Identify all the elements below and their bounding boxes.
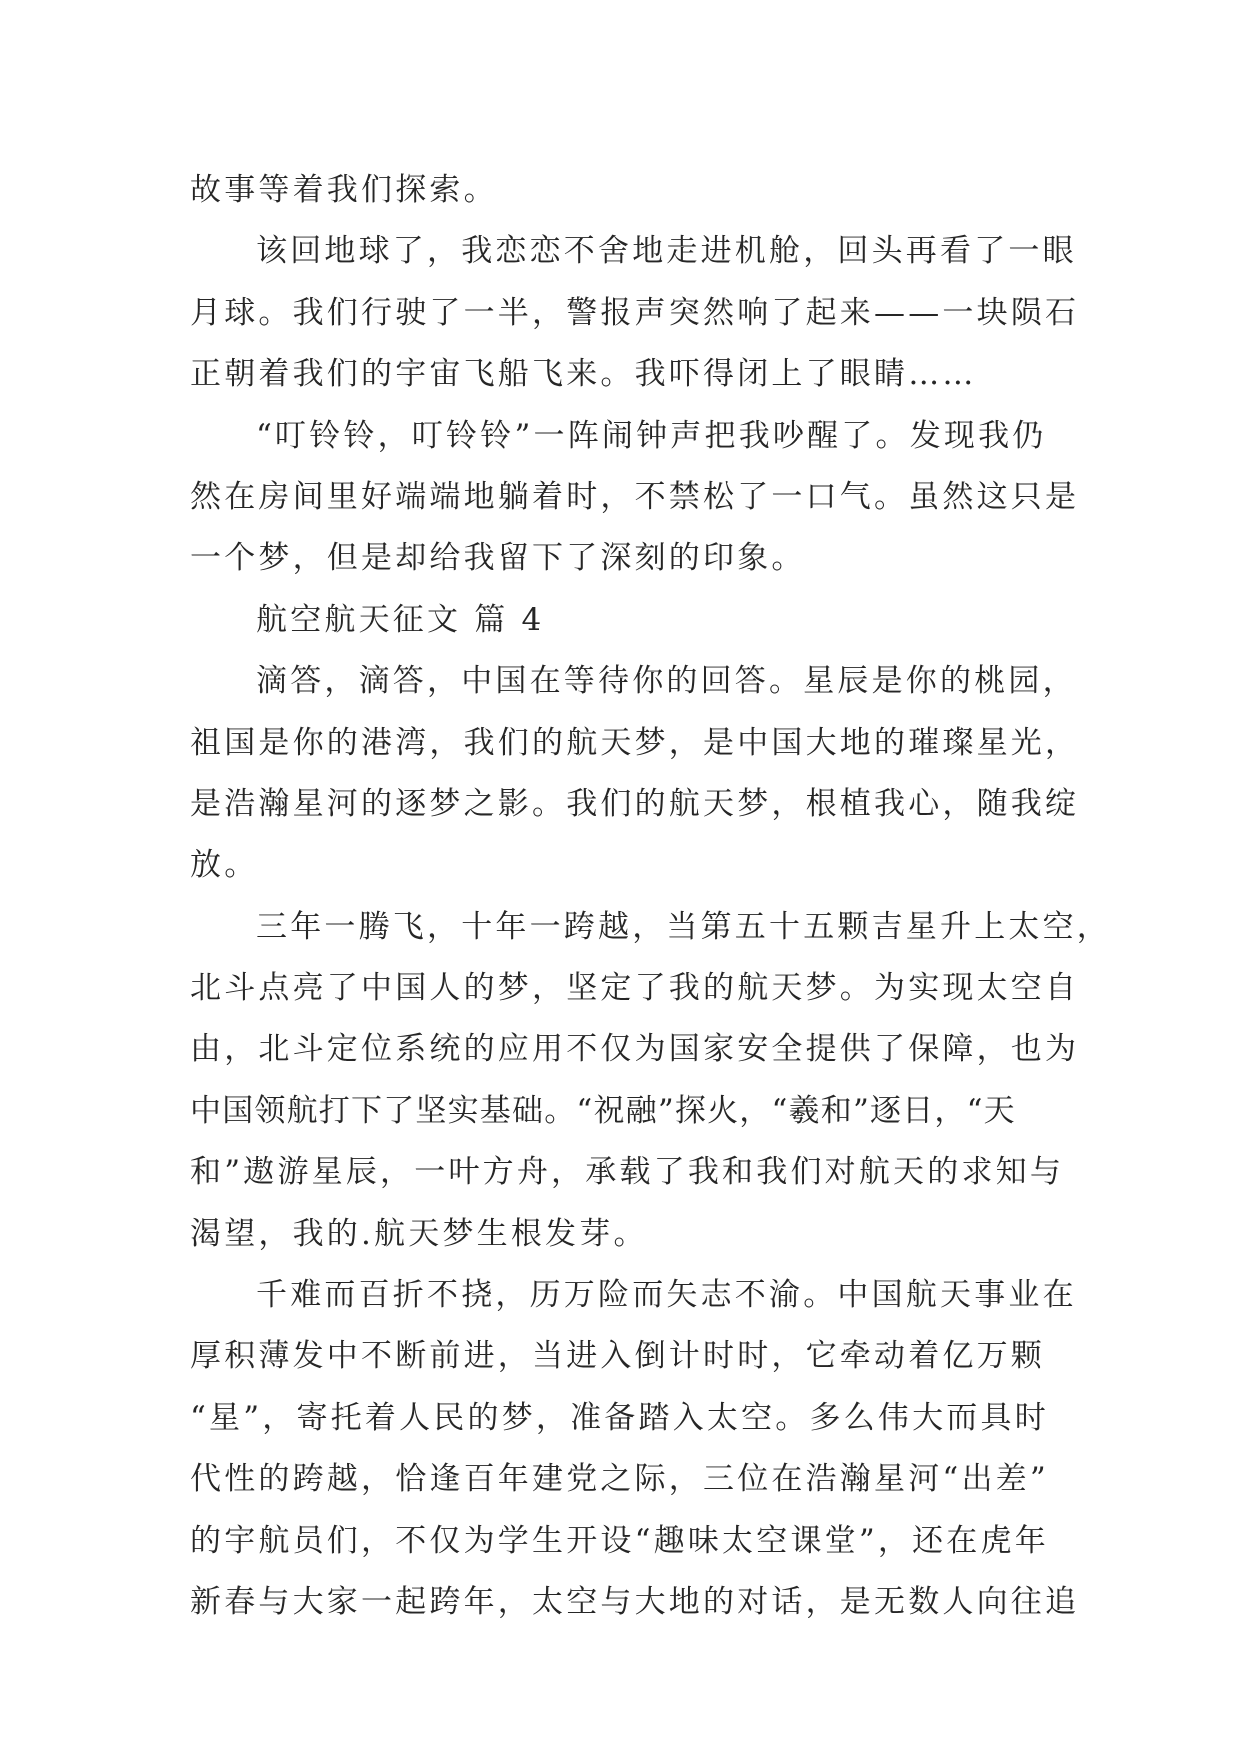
text-line: 祖国是你的港湾，我们的航天梦，是中国大地的璀璨星光， xyxy=(190,724,1080,761)
text-line: 由，北斗定位系统的应用不仅为国家安全提供了保障，也为 xyxy=(190,1031,1080,1068)
text-line: 新春与大家一起跨年，太空与大地的对话，是无数人向往追 xyxy=(190,1583,1080,1620)
text-line: “星”，寄托着人民的梦，准备踏入太空。多么伟大而具时 xyxy=(190,1399,1049,1436)
text-line: 月球。我们行驶了一半，警报声突然响了起来——一块陨石 xyxy=(190,294,1080,331)
paragraph-start-line: 三年一腾飞，十年一跨越，当第五十五颗吉星升上太空， xyxy=(256,908,1111,945)
text-line: 是浩瀚星河的逐梦之影。我们的航天梦，根植我心，随我绽 xyxy=(190,785,1080,822)
section-heading: 航空航天征文 篇 4 xyxy=(256,601,545,638)
text-line: 正朝着我们的宇宙飞船飞来。我吓得闭上了眼睛…… xyxy=(190,356,977,393)
text-line: 一个梦，但是却给我留下了深刻的印象。 xyxy=(190,540,806,577)
text-line: 中国领航打下了坚实基础。“祝融”探火，“羲和”逐日，“天 xyxy=(190,1092,1016,1129)
text-line: 厚积薄发中不断前进，当进入倒计时时，它牵动着亿万颗 xyxy=(190,1338,1045,1375)
text-line: 放。 xyxy=(190,847,259,884)
text-line: 北斗点亮了中国人的梦，坚定了我的航天梦。为实现太空自 xyxy=(190,970,1080,1007)
text-line: 故事等着我们探索。 xyxy=(190,172,498,208)
paragraph-start-line: 滴答，滴答，中国在等待你的回答。星辰是你的桃园， xyxy=(256,663,1077,700)
text-line: 的宇航员们，不仅为学生开设“趣味太空课堂”，还在虎年 xyxy=(190,1522,1049,1559)
text-line: 和”遨游星辰，一叶方舟，承载了我和我们对航天的求知与 xyxy=(190,1154,1065,1191)
paragraph-start-line: 千难而百折不挠，历万险而矢志不渝。中国航天事业在 xyxy=(256,1277,1077,1314)
essay-body xyxy=(190,160,1111,1633)
text-line: 代性的跨越，恰逢百年建党之际，三位在浩瀚星河“出差” xyxy=(190,1461,1049,1498)
paragraph-start-line: “叮铃铃，叮铃铃”一阵闹钟声把我吵醒了。发现我仍 xyxy=(256,417,1047,454)
paragraph-start-line: 该回地球了，我恋恋不舍地走进机舱，回头再看了一眼 xyxy=(256,233,1077,270)
text-line: 渴望，我的.航天梦生根发芽。 xyxy=(190,1215,648,1252)
text-line: 然在房间里好端端地躺着时，不禁松了一口气。虽然这只是 xyxy=(190,478,1080,515)
